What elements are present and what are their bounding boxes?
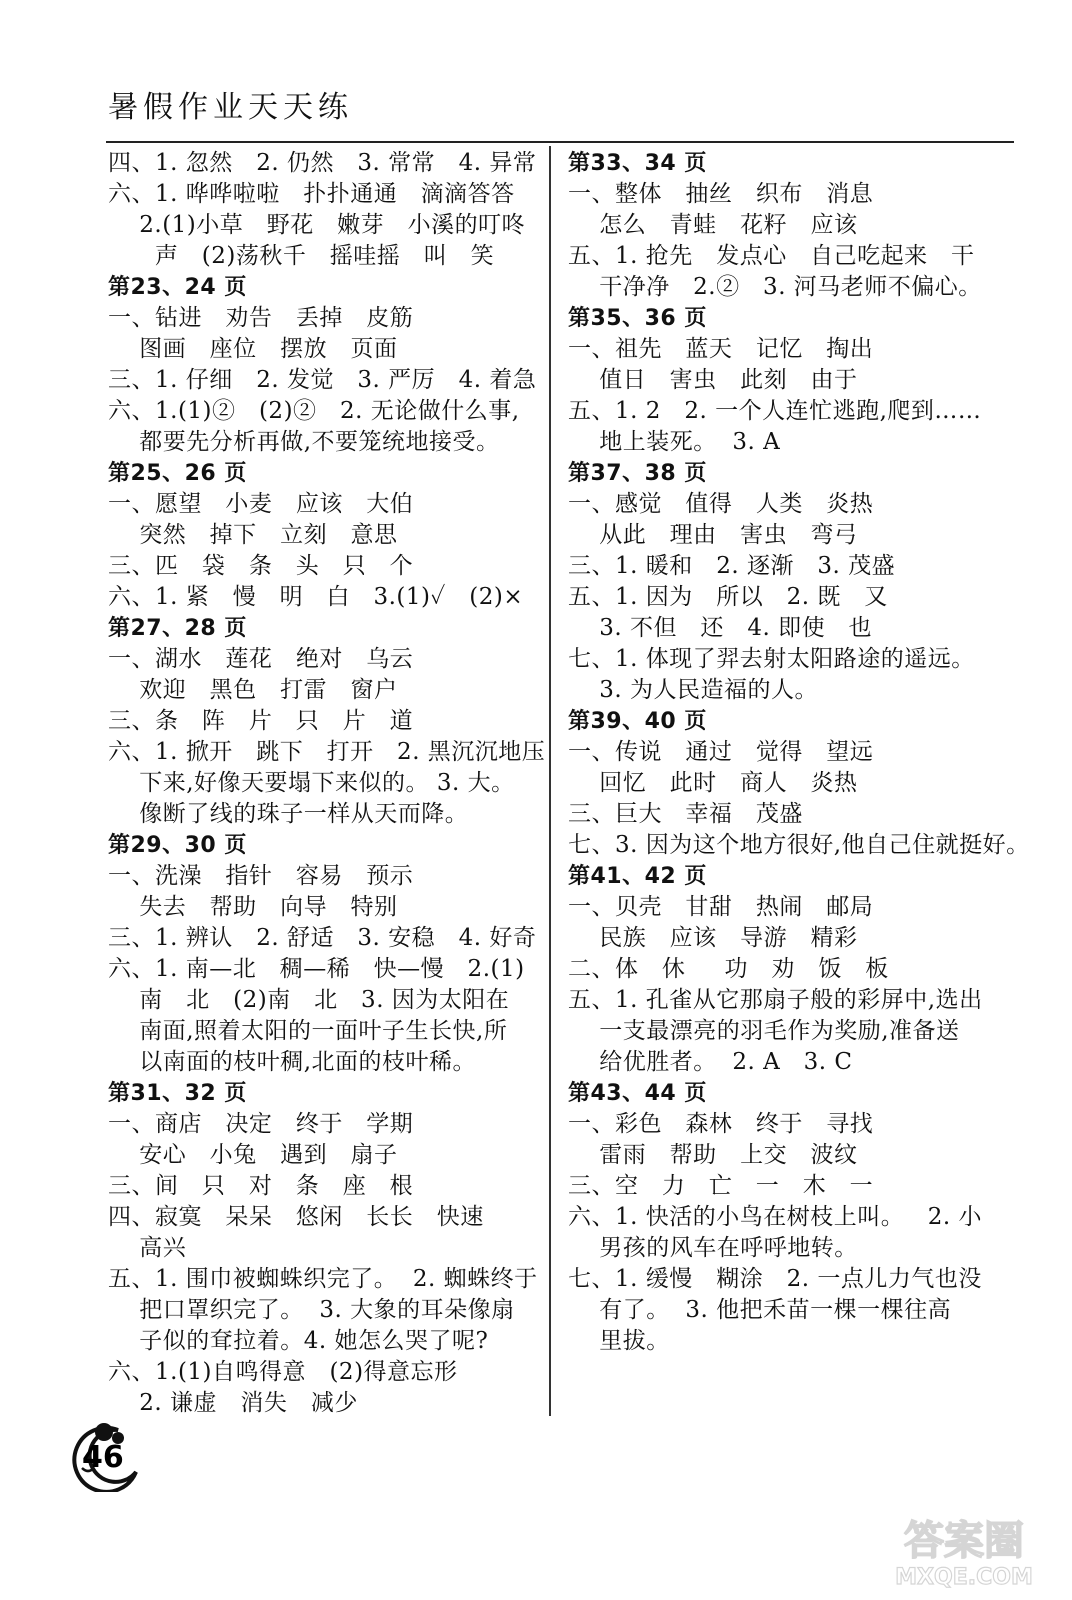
answer-line: 从此 理由 害虫 弯弓 (568, 522, 858, 548)
section-heading: 第27、28 页 (108, 616, 247, 641)
watermark-text: 答案圈 (904, 1518, 1024, 1564)
answer-line: 七、3. 因为这个地方很好,他自己住就挺好。 (568, 832, 1030, 858)
answer-line: 一、传说 通过 觉得 望远 (568, 739, 874, 765)
answer-line: 七、1. 缓慢 糊涂 2. 一点儿力气也没 (568, 1266, 982, 1292)
section-heading: 第25、26 页 (108, 461, 247, 486)
answer-line: 子似的耷拉着。4. 她怎么哭了呢? (108, 1328, 489, 1354)
section-heading: 第35、36 页 (568, 306, 707, 331)
answer-line: 三、1. 辨认 2. 舒适 3. 安稳 4. 好奇 (108, 925, 537, 951)
answer-line: 一支最漂亮的羽毛作为奖励,准备送 (568, 1018, 960, 1044)
header-divider (106, 141, 1014, 143)
answer-column-left (108, 148, 546, 1419)
answer-line: 男孩的风车在呼呼地转。 (568, 1235, 858, 1261)
answer-line: 回忆 此时 商人 炎热 (568, 770, 858, 796)
answer-line: 五、1. 围巾被蜘蛛织完了。 2. 蜘蛛终于 (108, 1266, 538, 1292)
answer-line: 一、商店 决定 终于 学期 (108, 1111, 414, 1137)
answer-line: 四、寂寞 呆呆 悠闲 长长 快速 (108, 1204, 484, 1230)
answer-line: 都要先分析再做,不要笼统地接受。 (108, 429, 500, 455)
answer-line: 怎么 青蛙 花籽 应该 (568, 212, 858, 238)
answer-line: 五、1. 抢先 发点心 自己吃起来 干 (568, 243, 975, 269)
section-heading: 第33、34 页 (568, 151, 707, 176)
answer-line: 像断了线的珠子一样从天而降。 (108, 801, 469, 827)
answer-line: 三、条 阵 片 只 片 道 (108, 708, 414, 734)
book-title: 暑假作业天天练 (108, 90, 353, 125)
answer-line: 地上装死。 3. A (568, 429, 781, 455)
section-heading: 第39、40 页 (568, 709, 707, 734)
answer-line: 二、体 休 功 劝 饭 板 (568, 956, 889, 982)
section-heading: 第29、30 页 (108, 833, 247, 858)
answer-line: 2.(1)小草 野花 嫩芽 小溪的叮咚 (108, 212, 526, 238)
answer-line: 突然 掉下 立刻 意思 (108, 522, 398, 548)
answer-line: 一、钻进 劝告 丢掉 皮筋 (108, 305, 414, 331)
answer-line: 一、彩色 森林 终于 寻找 (568, 1111, 874, 1137)
answer-line: 六、1. 哗哗啦啦 扑扑通通 滴滴答答 (108, 181, 515, 207)
answer-line: 雷雨 帮助 上交 波纹 (568, 1142, 858, 1168)
watermark-logo (874, 1508, 1054, 1592)
page-number: 46 (82, 1440, 124, 1475)
section-heading: 第31、32 页 (108, 1081, 247, 1106)
section-heading: 第41、42 页 (568, 864, 707, 889)
answer-line: 把口罩织完了。 3. 大象的耳朵像扇 (108, 1297, 515, 1323)
answer-column-right (568, 148, 1030, 1357)
answer-line: 三、1. 暖和 2. 逐渐 3. 茂盛 (568, 553, 896, 579)
answer-line: 三、空 力 亡 一 木 一 (568, 1173, 874, 1199)
answer-line: 南 北 (2)南 北 3. 因为太阳在 (108, 987, 510, 1013)
answer-line: 四、1. 忽然 2. 仍然 3. 常常 4. 异常 (108, 150, 537, 176)
answer-line: 给优胜者。 2. A 3. C (568, 1049, 853, 1075)
answer-line: 五、1. 2 2. 一个人连忙逃跑,爬到…… (568, 398, 982, 424)
answer-line: 欢迎 黑色 打雷 窗户 (108, 677, 398, 703)
answer-line: 2. 谦虚 消失 减少 (108, 1390, 358, 1416)
answer-line: 一、洗澡 指针 容易 预示 (108, 863, 414, 889)
answer-line: 五、1. 因为 所以 2. 既 又 (568, 584, 888, 610)
answer-line: 六、1. 南—北 稠—稀 快—慢 2.(1) (108, 956, 525, 982)
answer-line: 值日 害虫 此刻 由于 (568, 367, 858, 393)
answer-line: 一、整体 抽丝 织布 消息 (568, 181, 874, 207)
section-heading: 第43、44 页 (568, 1081, 707, 1106)
answer-line: 六、1. 快活的小鸟在树枝上叫。 2. 小 (568, 1204, 982, 1230)
answer-line: 一、湖水 莲花 绝对 乌云 (108, 646, 414, 672)
answer-line: 里拔。 (568, 1328, 670, 1354)
answer-line: 五、1. 孔雀从它那扇子般的彩屏中,选出 (568, 987, 983, 1013)
answer-line: 3. 为人民造福的人。 (568, 677, 818, 703)
answer-line: 六、1.(1)自鸣得意 (2)得意忘形 (108, 1359, 458, 1385)
answer-line: 高兴 (108, 1235, 187, 1261)
answer-line: 以南面的枝叶稠,北面的枝叶稀。 (108, 1049, 477, 1075)
answer-line: 民族 应该 导游 精彩 (568, 925, 858, 951)
answer-line: 三、匹 袋 条 头 只 个 (108, 553, 414, 579)
answer-line: 七、1. 体现了羿去射太阳路途的遥远。 (568, 646, 975, 672)
answer-line: 声 (2)荡秋千 摇哇摇 叫 笑 (108, 243, 495, 269)
answer-line: 失去 帮助 向导 特别 (108, 894, 398, 920)
answer-line: 一、感觉 值得 人类 炎热 (568, 491, 874, 517)
answer-line: 六、1.(1)② (2)② 2. 无论做什么事, (108, 398, 520, 424)
answer-line: 三、间 只 对 条 座 根 (108, 1173, 414, 1199)
section-heading: 第23、24 页 (108, 275, 247, 300)
answer-line: 三、1. 仔细 2. 发觉 3. 严厉 4. 着急 (108, 367, 537, 393)
answer-line: 三、巨大 幸福 茂盛 (568, 801, 803, 827)
answer-line: 一、愿望 小麦 应该 大伯 (108, 491, 414, 517)
answer-line: 一、贝壳 甘甜 热闹 邮局 (568, 894, 874, 920)
watermark-url: MXQE.COM (895, 1565, 1033, 1590)
answer-line: 干净净 2.② 3. 河马老师不偏心。 (568, 274, 982, 300)
column-divider (549, 146, 551, 1416)
answer-line: 有了。 3. 他把禾苗一棵一棵往高 (568, 1297, 952, 1323)
answer-line: 安心 小兔 遇到 扇子 (108, 1142, 398, 1168)
answer-line: 六、1. 紧 慢 明 白 3.(1)✓ (2)× (108, 584, 524, 610)
section-heading: 第37、38 页 (568, 461, 707, 486)
answer-line: 下来,好像天要塌下来似的。 3. 大。 (108, 770, 515, 796)
answer-line: 3. 不但 还 4. 即使 也 (568, 615, 873, 641)
answer-line: 图画 座位 摆放 页面 (108, 336, 398, 362)
answer-line: 南面,照着太阳的一面叶子生长快,所 (108, 1018, 508, 1044)
answer-line: 一、祖先 蓝天 记忆 掏出 (568, 336, 874, 362)
answer-line: 六、1. 掀开 跳下 打开 2. 黑沉沉地压 (108, 739, 546, 765)
